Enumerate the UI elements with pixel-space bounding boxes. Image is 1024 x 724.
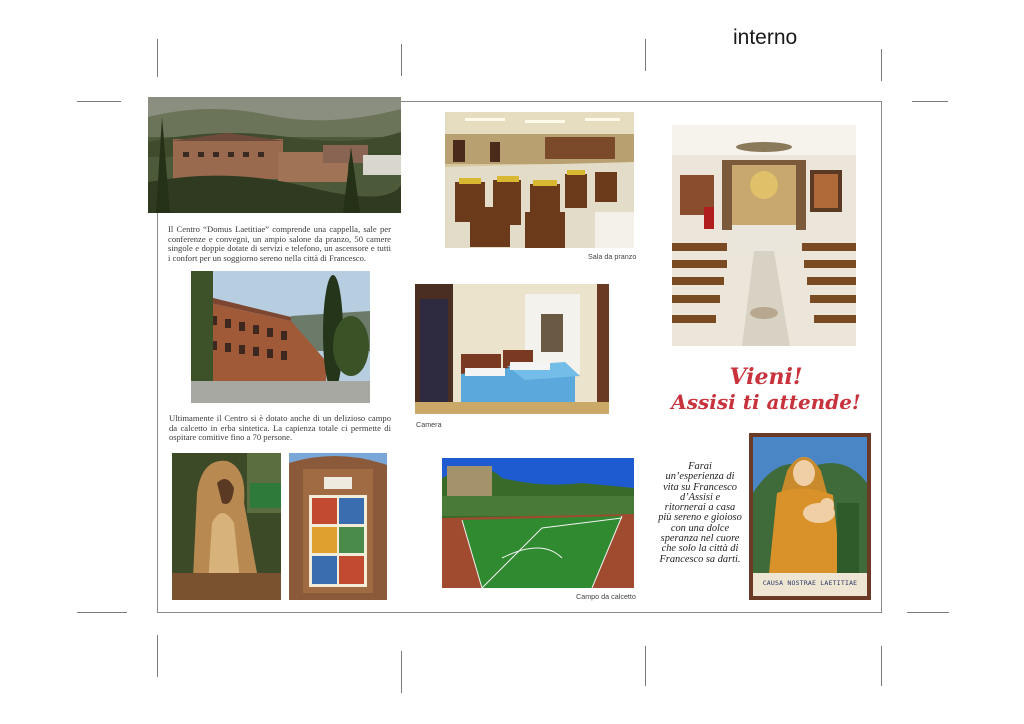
invitation-line: vita su Francesco [663, 481, 737, 493]
crop-mark [907, 612, 949, 613]
rock-sculpture-photo [172, 453, 281, 600]
page-title: interno [733, 26, 798, 49]
invitation-text [652, 462, 748, 565]
dining-room-photo [445, 112, 634, 248]
football-field-caption: Campo da calcetto [576, 592, 636, 601]
crop-mark [77, 101, 121, 102]
invitation-line: d’Assisi e [679, 491, 721, 503]
chapel-photo [672, 125, 856, 346]
bedroom-caption: Camera [416, 420, 442, 429]
crop-mark [881, 646, 882, 686]
invitation-line: ritornerai a casa [664, 502, 736, 514]
crop-mark [645, 39, 646, 71]
slogan-line-2: Assisi ti attende! [671, 390, 861, 414]
ceramic-panel-photo [289, 453, 387, 600]
facade-photo [191, 271, 370, 403]
invitation-line: speranza nel cuore [660, 533, 740, 545]
football-field-photo [442, 458, 634, 588]
building-photo [148, 97, 401, 213]
bedroom-photo [415, 284, 609, 414]
invitation-line: che solo la città di [661, 543, 739, 555]
slogan-line-1: Vieni! [729, 364, 803, 390]
crop-mark [912, 101, 948, 102]
invitation-line: un’esperienza di [665, 471, 735, 483]
icon-inscription: CAUSA NOSTRAE LAETITIAE [762, 579, 858, 587]
crop-mark [157, 39, 158, 77]
madonna-icon-image [749, 433, 871, 600]
dining-room-caption: Sala da pranzo [588, 252, 637, 261]
crop-mark [881, 49, 882, 81]
crop-mark [401, 651, 402, 693]
crop-mark [401, 44, 402, 76]
second-paragraph: Ultimamente il Centro si è dotato anche di un delizioso campo da calcetto in erba sintetica. La capienza totale ci permette di ospitare comitive fino a 70 persone. [169, 413, 391, 443]
invitation-line: più sereno e gioioso [658, 512, 742, 524]
invitation-line: Farai [688, 461, 712, 472]
invitation-line: con una dolce [670, 522, 730, 534]
invitation-line: Francesco sa darti. [659, 553, 741, 565]
crop-mark [77, 612, 127, 613]
crop-mark [157, 635, 158, 677]
crop-mark [645, 646, 646, 686]
intro-paragraph: Il Centro “Domus Laetitiae” comprende una cappella, sale per conferenze e convegni, un ampio salone da pranzo, 50 camere singole e doppie dotate di servizi e telefono, un ascensore e tutti i confort per un soggiorno sereno nella città di Francesco. [168, 224, 391, 263]
